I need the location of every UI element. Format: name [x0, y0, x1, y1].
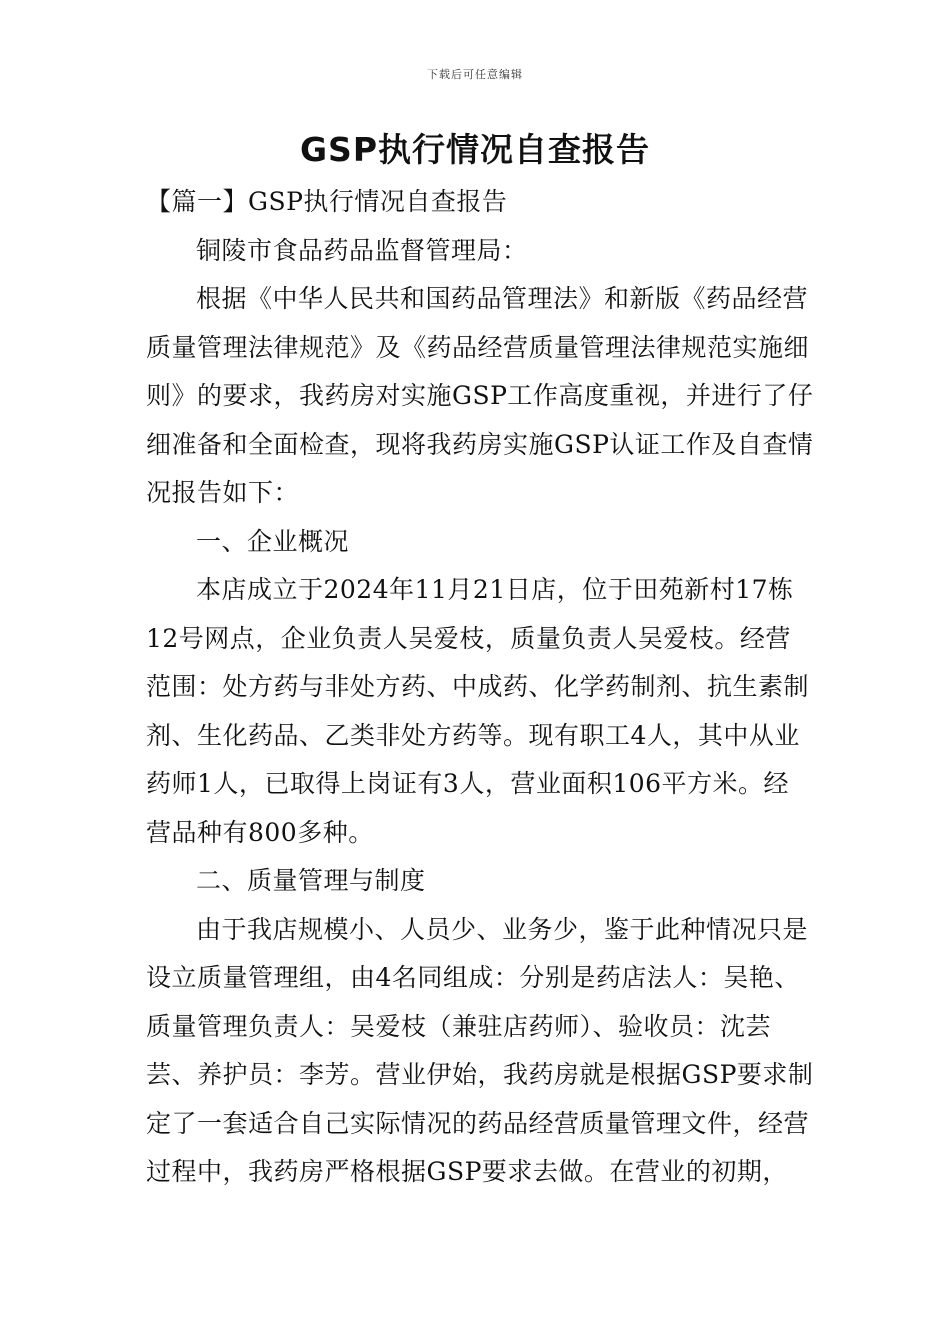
document-body: [146, 178, 814, 1197]
document-title: GSP执行情况自查报告: [299, 130, 651, 169]
addressee-paragraph: 铜陵市食品药品监督管理局：: [196, 235, 528, 265]
header-note: 下载后可任意编辑: [427, 68, 523, 81]
section-1-heading: 一、企业概况: [196, 526, 350, 556]
section-heading: 【篇一】GSP执行情况自查报告: [146, 187, 508, 216]
intro-paragraph: 根据《中华人民共和国药品管理法》和新版《药品经营质量管理法律规范》及《药品经营质量管理法律规范实施细则》的要求，我药房对实施GSP工作高度重视，并进行了仔细准备和全面检查，现将我药房实施GSP认证工作及自查情况报告如下：: [146, 284, 814, 507]
quality-management-paragraph: 由于我店规模小、人员少、业务少，鉴于此种情况只是设立质量管理组，由4名同组成：分别是药店法人：吴艳、质量管理负责人：吴爱枝（兼驻店药师）、验收员：沈芸芸、养护员：李芳。营业伊始，我药房就是根据GSP要求制定了一套适合自己实际情况的药品经营质量管理文件，经营过程中，我药房严格根据GSP要求去做。在营业的初期，: [146, 914, 814, 1186]
section-2-heading: 二、质量管理与制度: [196, 866, 426, 895]
company-overview-paragraph: 本店成立于2024年11月21日店，位于田苑新村17栋12号网点，企业负责人吴爱枝，质量负责人吴爱枝。经营范围：处方药与非处方药、中成药、化学药制剂、抗生素制剂、生化药品、乙类非处方药等。现有职工4人，其中从业药师1人，已取得上岗证有3人，营业面积106平方米。经营品种有800多种。: [146, 575, 810, 847]
